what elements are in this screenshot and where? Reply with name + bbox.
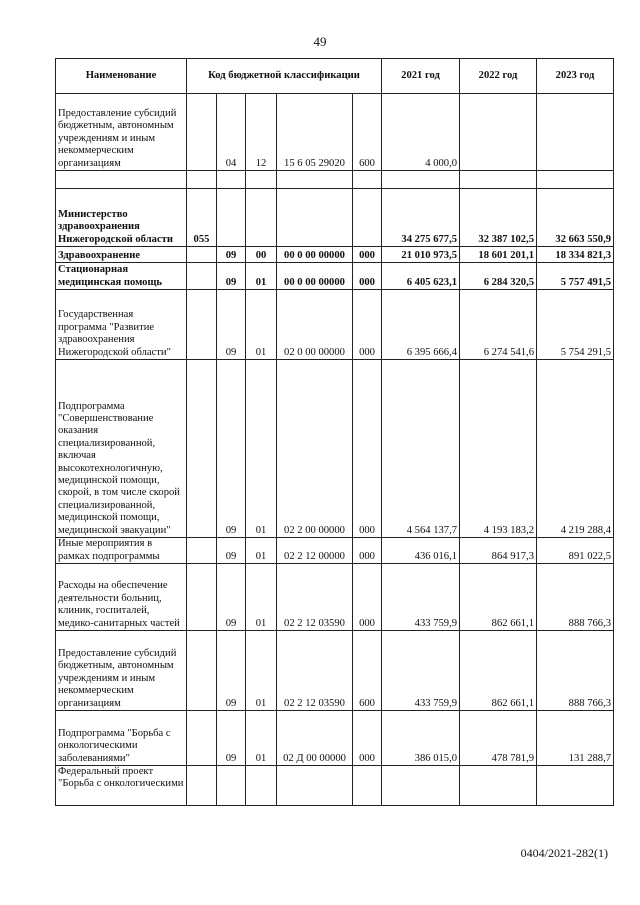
header-code: Код бюджетной классификации: [187, 59, 382, 94]
cell-name: Иные мероприятия в рамках подпрограммы: [56, 538, 187, 564]
cell-subsection: [246, 171, 277, 189]
cell-expense-type: 000: [353, 290, 382, 360]
cell-2021: 436 016,1: [382, 538, 460, 564]
cell-2022: 864 917,3: [460, 538, 537, 564]
cell-name: Министерство здравоохранения Нижегородской области: [56, 189, 187, 247]
cell-subsection: 01: [246, 290, 277, 360]
cell-grbs: [187, 360, 217, 538]
cell-target-article: [277, 189, 353, 247]
cell-expense-type: [353, 171, 382, 189]
cell-name: Подпрограмма "Борьба с онкологическими заболеваниями": [56, 711, 187, 766]
cell-2023: 888 766,3: [537, 631, 614, 711]
cell-section: [217, 189, 246, 247]
cell-subsection: 01: [246, 564, 277, 631]
cell-expense-type: 000: [353, 247, 382, 263]
cell-section: 09: [217, 631, 246, 711]
cell-grbs: [187, 564, 217, 631]
cell-2022: 32 387 102,5: [460, 189, 537, 247]
cell-expense-type: 000: [353, 538, 382, 564]
cell-grbs: [187, 631, 217, 711]
table-row: [56, 247, 614, 263]
cell-section: 04: [217, 94, 246, 171]
cell-2022: 478 781,9: [460, 711, 537, 766]
cell-expense-type: 600: [353, 631, 382, 711]
cell-grbs: [187, 538, 217, 564]
cell-grbs: [187, 247, 217, 263]
cell-name: Здравоохранение: [56, 247, 187, 263]
cell-grbs: [187, 263, 217, 290]
cell-2023: 5 757 491,5: [537, 263, 614, 290]
cell-2021: [382, 171, 460, 189]
cell-name: Подпрограмма "Совершенствование оказания специализированной, включая высокотехнологичную, медицинской помощи, скорой, в том числе скорой специализированной, медицинской помощи, медицинской эвакуации": [56, 360, 187, 538]
cell-target-article: 02 0 00 00000: [277, 290, 353, 360]
cell-2021: 433 759,9: [382, 564, 460, 631]
cell-name: Расходы на обеспечение деятельности больниц, клиник, госпиталей, медико-санитарных частей: [56, 564, 187, 631]
table-row: [56, 94, 614, 171]
cell-2022: [460, 94, 537, 171]
cell-target-article: 00 0 00 00000: [277, 247, 353, 263]
cell-grbs: 055: [187, 189, 217, 247]
header-2021: 2021 год: [382, 59, 460, 94]
cell-2023: 4 219 288,4: [537, 360, 614, 538]
table-row: [56, 711, 614, 766]
cell-2023: 5 754 291,5: [537, 290, 614, 360]
cell-2021: 34 275 677,5: [382, 189, 460, 247]
cell-subsection: [246, 189, 277, 247]
cell-2021: 433 759,9: [382, 631, 460, 711]
cell-2022: 862 661,1: [460, 564, 537, 631]
cell-2021: 6 405 623,1: [382, 263, 460, 290]
cell-subsection: 12: [246, 94, 277, 171]
cell-expense-type: 600: [353, 94, 382, 171]
header-2023: 2023 год: [537, 59, 614, 94]
cell-target-article: 15 6 05 29020: [277, 94, 353, 171]
cell-expense-type: 000: [353, 564, 382, 631]
cell-2023: 18 334 821,3: [537, 247, 614, 263]
cell-grbs: [187, 290, 217, 360]
cell-target-article: 02 2 12 03590: [277, 564, 353, 631]
cell-target-article: 02 2 12 03590: [277, 631, 353, 711]
cell-subsection: 01: [246, 263, 277, 290]
table-row: [56, 171, 614, 189]
cell-name: Стационарная медицинская помощь: [56, 263, 187, 290]
table-row: [56, 290, 614, 360]
cell-grbs: [187, 94, 217, 171]
cell-2021: 21 010 973,5: [382, 247, 460, 263]
cell-2023: 888 766,3: [537, 564, 614, 631]
header-name: Наименование: [56, 59, 187, 94]
cell-section: 09: [217, 247, 246, 263]
cell-2022: 4 193 183,2: [460, 360, 537, 538]
cell-2023: 891 022,5: [537, 538, 614, 564]
table-row: [56, 766, 614, 806]
cell-expense-type: [353, 766, 382, 806]
cell-2023: [537, 766, 614, 806]
cell-expense-type: 000: [353, 711, 382, 766]
page-number: 49: [313, 34, 327, 49]
cell-section: 09: [217, 564, 246, 631]
cell-2021: 4 000,0: [382, 94, 460, 171]
cell-section: 09: [217, 538, 246, 564]
table-body: [56, 94, 614, 806]
cell-section: [217, 171, 246, 189]
table-header-row: [56, 59, 614, 94]
table-row: [56, 189, 614, 247]
cell-subsection: [246, 766, 277, 806]
cell-subsection: 01: [246, 631, 277, 711]
cell-grbs: [187, 766, 217, 806]
cell-subsection: 01: [246, 711, 277, 766]
header-2022: 2022 год: [460, 59, 537, 94]
cell-name: Предоставление субсидий бюджетным, автономным учреждениям и иным некоммерческим организациям: [56, 631, 187, 711]
cell-target-article: 02 Д 00 00000: [277, 711, 353, 766]
cell-expense-type: [353, 189, 382, 247]
cell-name: Федеральный проект "Борьба с онкологическими: [56, 766, 187, 806]
cell-2022: 862 661,1: [460, 631, 537, 711]
cell-grbs: [187, 171, 217, 189]
cell-target-article: [277, 766, 353, 806]
cell-name: Государственная программа "Развитие здравоохранения Нижегородской области": [56, 290, 187, 360]
cell-2022: 18 601 201,1: [460, 247, 537, 263]
cell-2023: [537, 171, 614, 189]
cell-2023: 32 663 550,9: [537, 189, 614, 247]
cell-expense-type: 000: [353, 360, 382, 538]
cell-section: 09: [217, 290, 246, 360]
table-row: [56, 631, 614, 711]
cell-2023: [537, 94, 614, 171]
cell-2022: 6 284 320,5: [460, 263, 537, 290]
cell-subsection: 01: [246, 538, 277, 564]
cell-grbs: [187, 711, 217, 766]
cell-section: 09: [217, 360, 246, 538]
cell-section: [217, 766, 246, 806]
table-row: [56, 360, 614, 538]
document-code: 0404/2021-282(1): [520, 846, 608, 860]
table-row: [56, 263, 614, 290]
cell-name: [56, 171, 187, 189]
cell-2021: 386 015,0: [382, 711, 460, 766]
cell-2023: 131 288,7: [537, 711, 614, 766]
cell-2021: [382, 766, 460, 806]
cell-2022: [460, 171, 537, 189]
cell-2022: 6 274 541,6: [460, 290, 537, 360]
cell-target-article: [277, 171, 353, 189]
table-row: [56, 538, 614, 564]
cell-target-article: 00 0 00 00000: [277, 263, 353, 290]
cell-target-article: 02 2 00 00000: [277, 360, 353, 538]
cell-name: Предоставление субсидий бюджетным, автономным учреждениям и иным некоммерческим организациям: [56, 94, 187, 171]
cell-section: 09: [217, 711, 246, 766]
cell-section: 09: [217, 263, 246, 290]
table-row: [56, 564, 614, 631]
cell-subsection: 00: [246, 247, 277, 263]
budget-table: [55, 58, 614, 806]
cell-expense-type: 000: [353, 263, 382, 290]
cell-2021: 4 564 137,7: [382, 360, 460, 538]
cell-2021: 6 395 666,4: [382, 290, 460, 360]
cell-2022: [460, 766, 537, 806]
cell-subsection: 01: [246, 360, 277, 538]
cell-target-article: 02 2 12 00000: [277, 538, 353, 564]
